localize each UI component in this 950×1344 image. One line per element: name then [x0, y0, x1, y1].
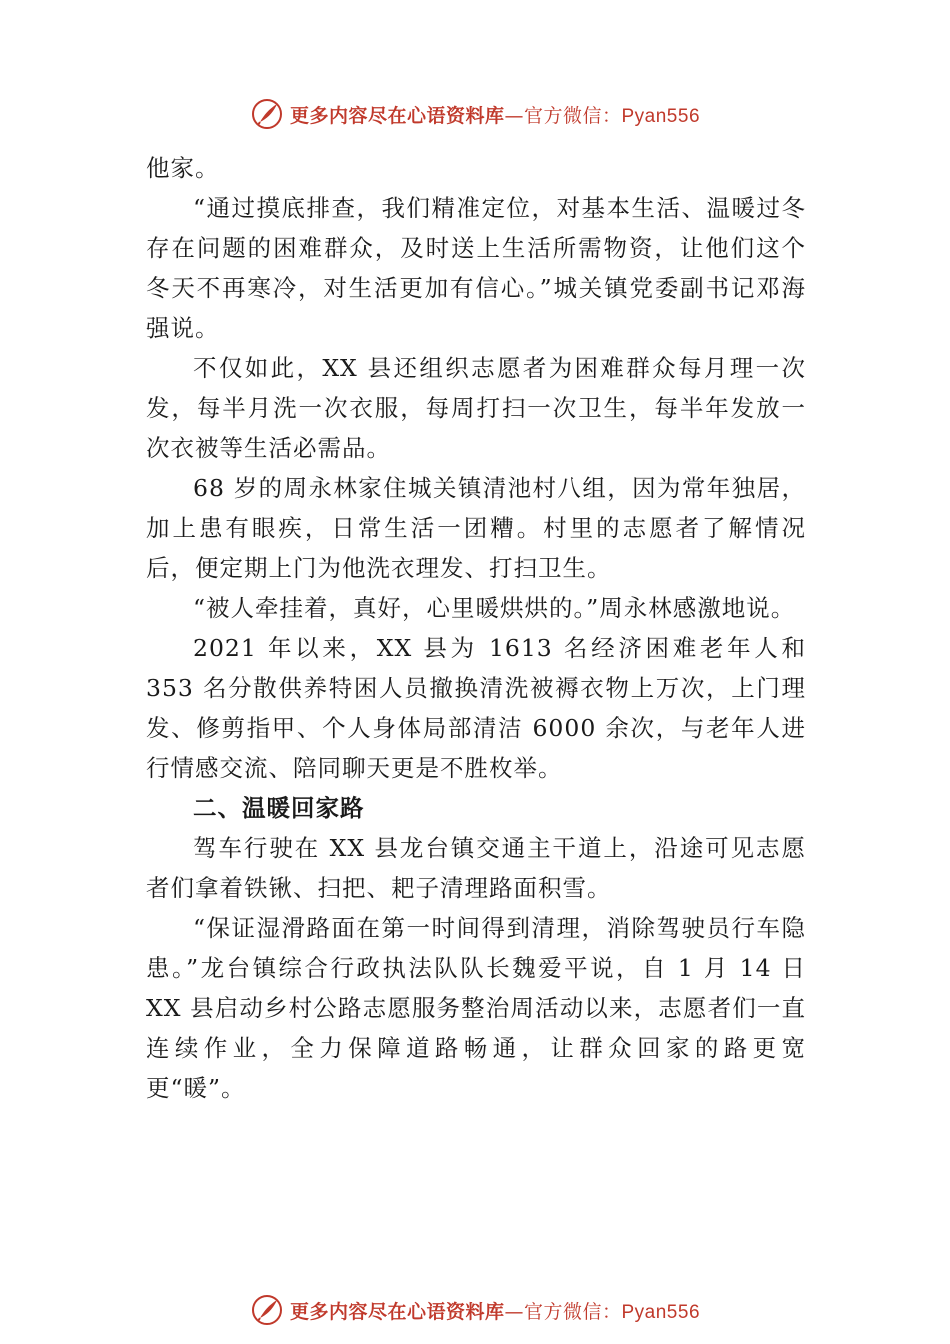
quill-logo-icon — [250, 97, 284, 131]
paragraph: “被人牵挂着，真好，心里暖烘烘的。”周永林感激地说。 — [193, 594, 796, 622]
watermark-banner-bottom — [0, 1290, 950, 1330]
paragraph: “保证湿滑路面在第一时间得到清理，消除驾驶员行车隐患。”龙台镇综合行政执法队队长魏爱平说，自 1 月 14 日 XX 县启动乡村公路志愿服务整治周活动以来，志愿者们一直连续作业，全力保障道路畅通，让群众回家的路更宽更“暖”。 — [146, 914, 806, 1102]
watermark-text — [290, 101, 700, 128]
paragraph: 他家。 — [146, 154, 220, 182]
watermark-brand: 更多内容尽在心语资料库 — [289, 1300, 505, 1323]
quill-logo-icon — [250, 1293, 284, 1327]
paragraph: 驾车行驶在 XX 县龙台镇交通主干道上，沿途可见志愿者们拿着铁锹、扫把、耙子清理路面积雪。 — [146, 834, 806, 902]
watermark-text — [290, 1297, 700, 1324]
watermark-wechat-id: Pyan556 — [621, 105, 701, 127]
paragraph: “通过摸底排查，我们精准定位，对基本生活、温暖过冬存在问题的困难群众，及时送上生活所需物资，让他们这个冬天不再寒冷，对生活更加有信心。”城关镇党委副书记邓海强说。 — [146, 194, 806, 342]
watermark-dash: — — [504, 1300, 524, 1323]
paragraph: 不仅如此，XX 县还组织志愿者为困难群众每月理一次发，每半月洗一次衣服，每周打扫一次卫生，每半年发放一次衣被等生活必需品。 — [146, 354, 806, 462]
paragraph: 68 岁的周永林家住城关镇清池村八组，因为常年独居，加上患有眼疾，日常生活一团糟。村里的志愿者了解情况后，便定期上门为他洗衣理发、打扫卫生。 — [146, 474, 806, 582]
watermark-wechat-id: Pyan556 — [621, 1301, 701, 1323]
document-body — [146, 148, 806, 1108]
watermark-wechat-label: 官方微信： — [523, 104, 622, 127]
watermark-banner-top — [0, 94, 950, 134]
watermark-wechat-label: 官方微信： — [523, 1300, 622, 1323]
section-heading: 二、温暖回家路 — [193, 794, 365, 822]
watermark-dash: — — [504, 104, 524, 127]
watermark-brand: 更多内容尽在心语资料库 — [289, 104, 505, 127]
paragraph: 2021 年以来，XX 县为 1613 名经济困难老年人和 353 名分散供养特困人员撤换清洗被褥衣物上万次，上门理发、修剪指甲、个人身体局部清洁 6000 余次，与老年人进行情感交流、陪同聊天更是不胜枚举。 — [146, 634, 806, 782]
